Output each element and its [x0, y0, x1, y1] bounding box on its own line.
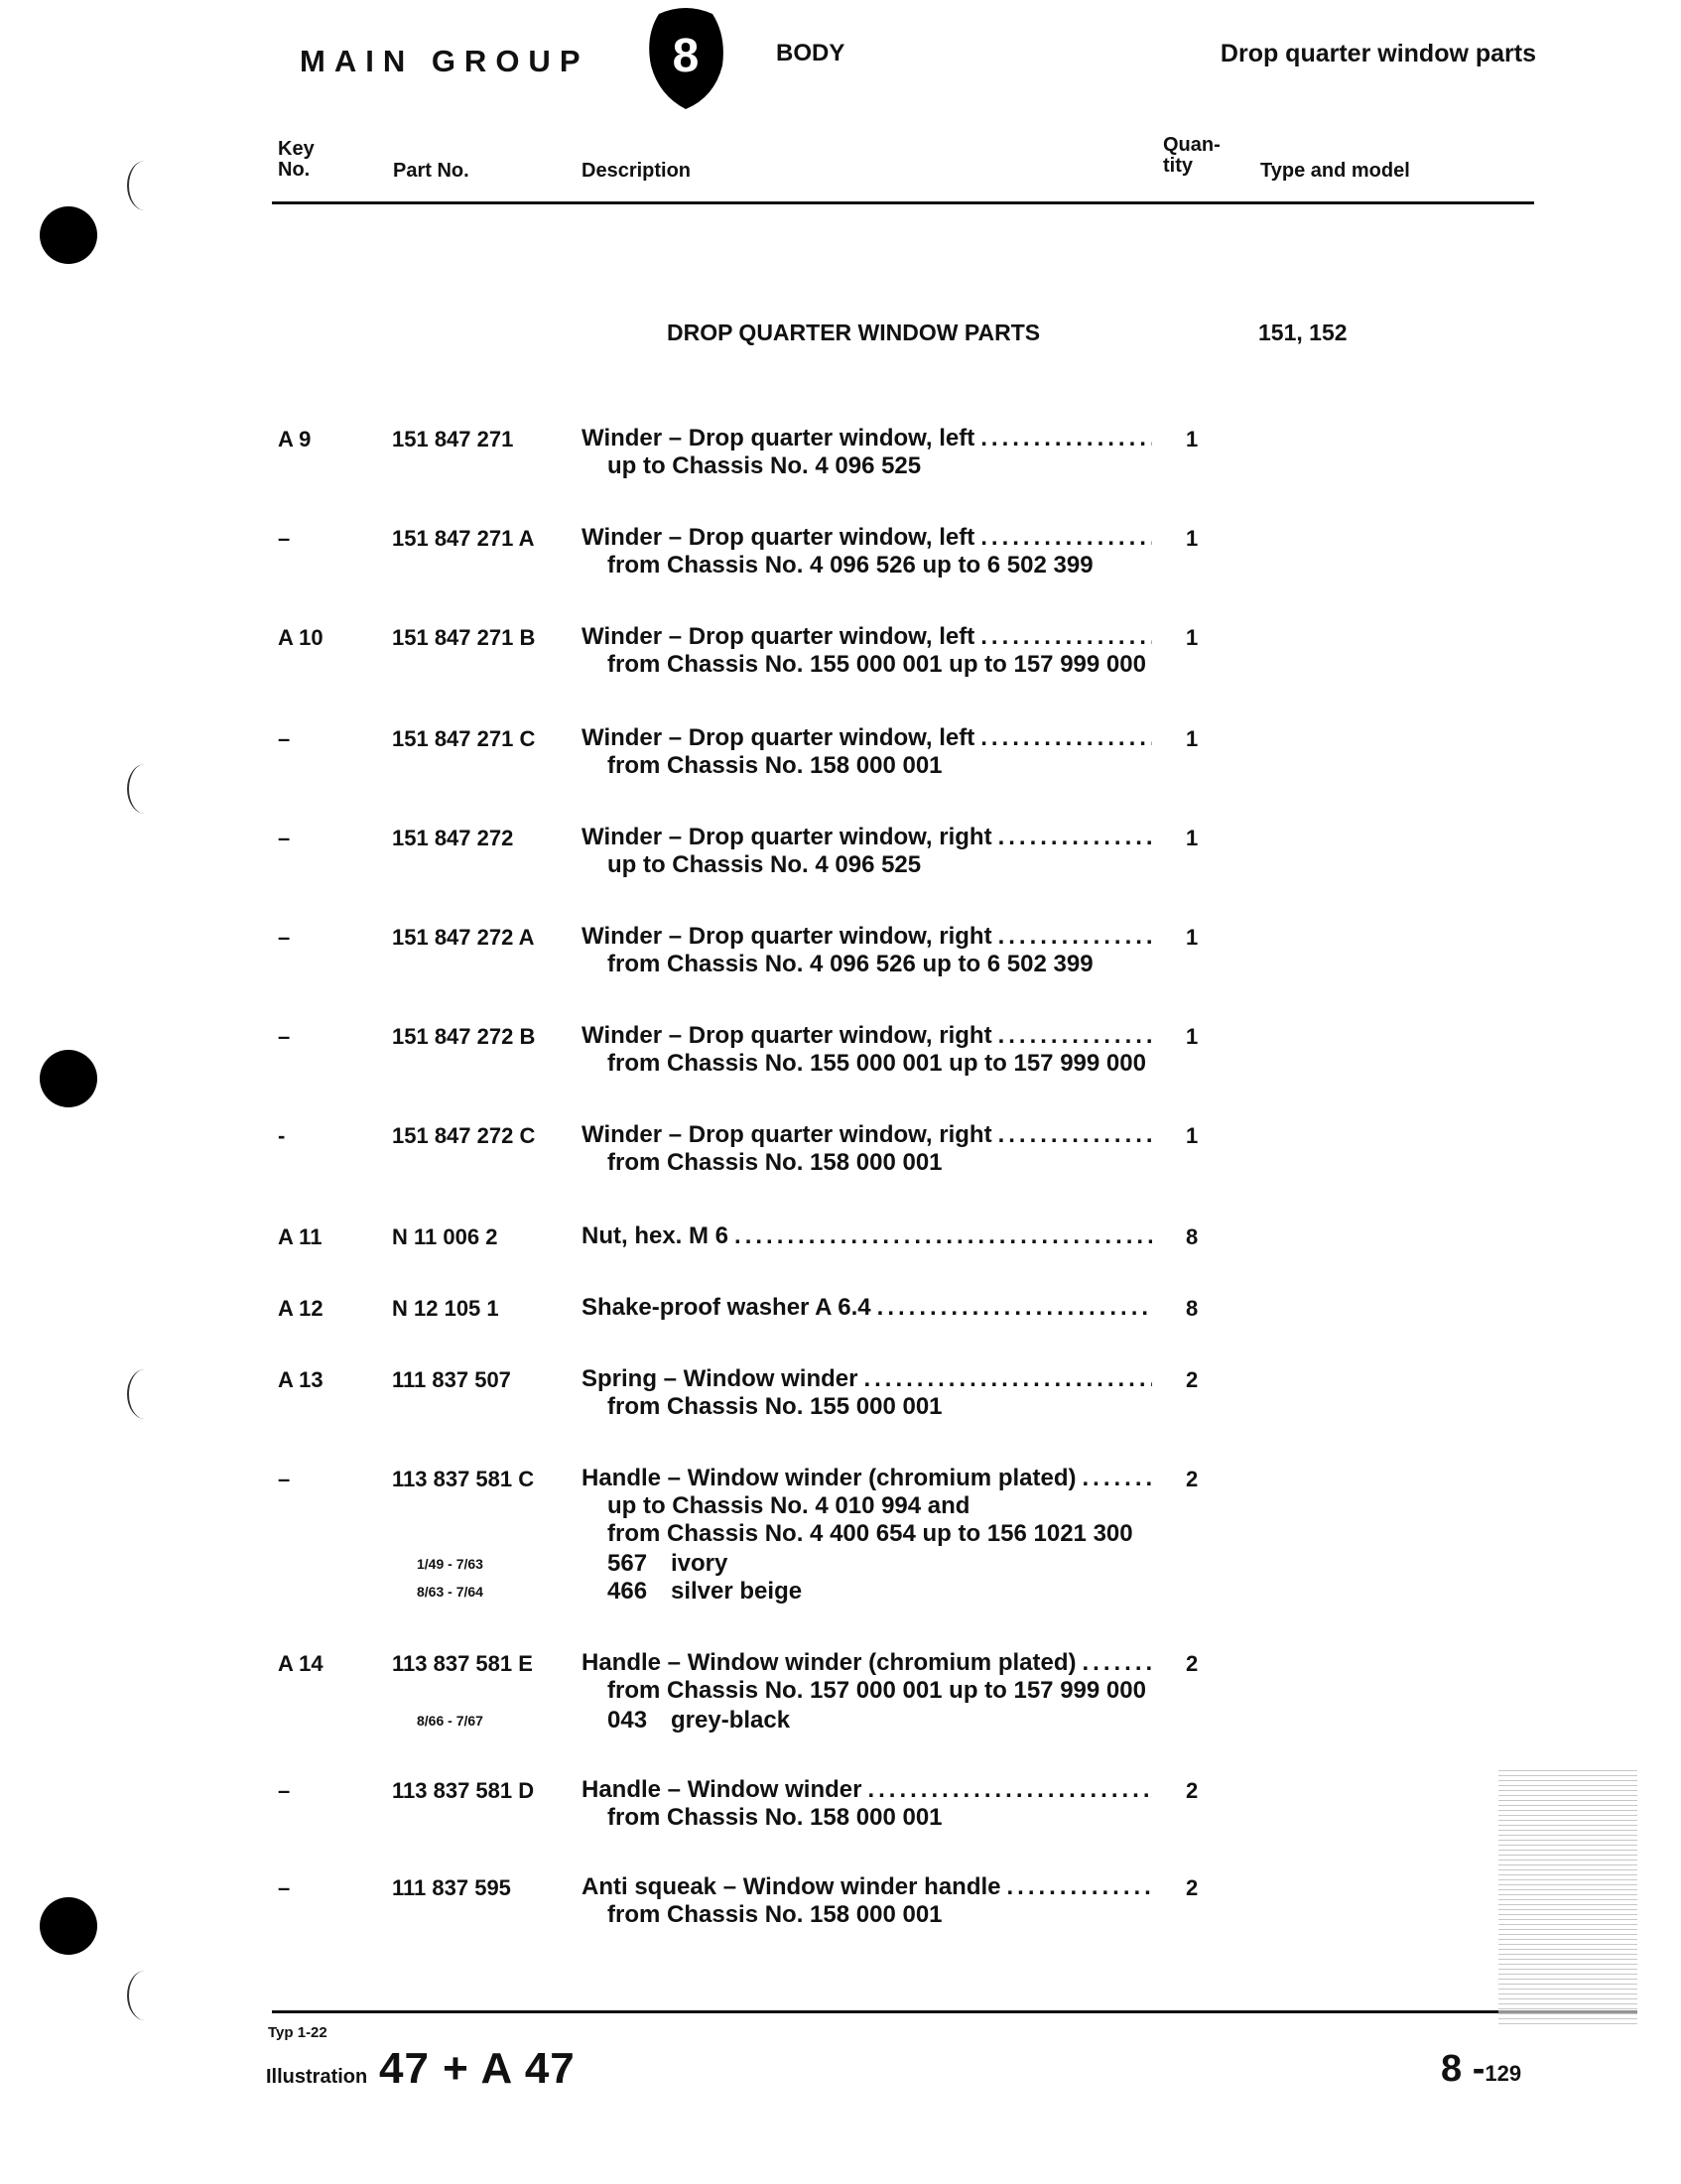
margin-mark — [127, 764, 163, 814]
leader-dots — [877, 1294, 1152, 1322]
part-number: 151 847 271 C — [392, 726, 536, 751]
quantity: 2 — [1186, 1778, 1199, 1803]
part-description — [582, 824, 1152, 879]
leader-dots — [980, 425, 1152, 452]
quantity: 2 — [1186, 1367, 1199, 1392]
key-number: - — [278, 1123, 286, 1148]
col-part-no: Part No. — [393, 160, 469, 182]
part-description — [582, 1465, 1152, 1548]
type-reference: Typ 1-22 — [268, 2024, 327, 2041]
page-subject: Drop quarter window parts — [1220, 40, 1536, 67]
footer-rule — [272, 2010, 1637, 2013]
part-description — [582, 623, 1152, 679]
color-period: 8/63 - 7/64 — [417, 1584, 483, 1600]
key-number: – — [278, 925, 291, 950]
col-quantity: Quan- tity — [1163, 134, 1221, 177]
margin-mark — [127, 161, 163, 210]
quantity: 1 — [1186, 925, 1199, 950]
leader-dots — [734, 1222, 1152, 1250]
description-line — [582, 425, 1152, 452]
description-text: Winder – Drop quarter window, left — [582, 524, 975, 551]
part-description — [582, 1365, 1152, 1421]
key-number: – — [278, 526, 291, 551]
color-period: 8/66 - 7/67 — [417, 1713, 483, 1729]
page-number — [1441, 2048, 1521, 2091]
quantity: 1 — [1186, 625, 1199, 650]
part-description — [582, 923, 1152, 978]
chassis-range: up to Chassis No. 4 010 994 and — [607, 1492, 970, 1519]
punch-hole — [40, 1050, 97, 1107]
section-models: 151, 152 — [1258, 320, 1348, 345]
chassis-range: up to Chassis No. 4 096 525 — [607, 452, 922, 479]
quantity: 1 — [1186, 1123, 1199, 1148]
color-name: silver beige — [671, 1578, 803, 1605]
description-line — [582, 1121, 1152, 1149]
chassis-range: up to Chassis No. 4 096 525 — [607, 851, 922, 878]
description-text: Spring – Window winder — [582, 1365, 858, 1392]
key-number: – — [278, 726, 291, 751]
scan-noise — [1498, 1766, 1637, 2024]
part-number: 113 837 581 E — [392, 1651, 533, 1676]
quantity: 2 — [1186, 1875, 1199, 1900]
key-number: A 9 — [278, 427, 312, 451]
illustration-reference: 47 + A 47 — [379, 2044, 576, 2093]
description-line — [582, 1294, 1152, 1322]
key-number: A 12 — [278, 1296, 323, 1321]
part-number: 151 847 271 — [392, 427, 514, 451]
part-description — [582, 425, 1152, 480]
header-rule — [272, 201, 1534, 204]
description-line — [582, 1022, 1152, 1050]
leader-dots — [998, 923, 1152, 951]
chassis-range: from Chassis No. 4 400 654 up to 156 1021 300 — [607, 1520, 1133, 1547]
punch-hole — [40, 206, 97, 264]
description-line — [582, 1365, 1152, 1393]
color-name: grey-black — [671, 1707, 791, 1734]
quantity: 1 — [1186, 726, 1199, 751]
part-description — [582, 1121, 1152, 1177]
description-text: Anti squeak – Window winder handle — [582, 1873, 1001, 1900]
part-number: 151 847 272 B — [392, 1024, 536, 1049]
part-number: 151 847 272 — [392, 826, 514, 850]
part-number: 113 837 581 D — [392, 1778, 535, 1803]
key-number: – — [278, 1024, 291, 1049]
part-number: 151 847 271 A — [392, 526, 535, 551]
leader-dots — [980, 524, 1152, 552]
part-description — [582, 1873, 1152, 1929]
section-title: DROP QUARTER WINDOW PARTS — [667, 320, 1041, 345]
page-number-main: 8 - — [1441, 2048, 1486, 2090]
description-line — [582, 1465, 1152, 1492]
quantity: 2 — [1186, 1467, 1199, 1491]
part-description — [582, 1294, 1152, 1322]
part-number: 151 847 272 A — [392, 925, 535, 950]
color-code: 043 — [607, 1707, 648, 1734]
col-key-no: Key No. — [278, 138, 315, 181]
chassis-range: from Chassis No. 4 096 526 up to 6 502 399 — [607, 552, 1094, 578]
key-number: A 11 — [278, 1224, 323, 1249]
key-number: A 10 — [278, 625, 323, 650]
leader-dots — [998, 1121, 1152, 1149]
leader-dots — [980, 724, 1152, 752]
part-description — [582, 1776, 1152, 1832]
description-text: Winder – Drop quarter window, left — [582, 425, 975, 451]
part-description — [582, 1022, 1152, 1078]
description-line — [582, 1873, 1152, 1901]
description-text: Winder – Drop quarter window, left — [582, 623, 975, 650]
description-line — [582, 923, 1152, 951]
quantity: 1 — [1186, 826, 1199, 850]
group-badge — [645, 6, 726, 109]
part-number: 111 837 507 — [392, 1367, 511, 1392]
part-description — [582, 1222, 1152, 1250]
description-text: Handle – Window winder (chromium plated) — [582, 1649, 1077, 1676]
description-text: Shake-proof washer A 6.4 — [582, 1294, 871, 1321]
part-number: N 12 105 1 — [392, 1296, 499, 1321]
part-description — [582, 724, 1152, 780]
part-description — [582, 524, 1152, 579]
part-number: N 11 006 2 — [392, 1224, 498, 1249]
part-number: 113 837 581 C — [392, 1467, 535, 1491]
leader-dots — [998, 824, 1152, 851]
chassis-range: from Chassis No. 158 000 001 — [607, 1804, 943, 1831]
description-line — [582, 524, 1152, 552]
key-number: – — [278, 1875, 291, 1900]
color-code: 567 — [607, 1550, 648, 1577]
margin-mark — [127, 1971, 163, 2020]
chassis-range: from Chassis No. 4 096 526 up to 6 502 399 — [607, 951, 1094, 977]
quantity: 2 — [1186, 1651, 1199, 1676]
description-line — [582, 1649, 1152, 1677]
leader-dots — [998, 1022, 1152, 1050]
part-description — [582, 1649, 1152, 1705]
chassis-range: from Chassis No. 155 000 001 up to 157 999 000 — [607, 651, 1146, 678]
col-description: Description — [582, 160, 692, 182]
chassis-range: from Chassis No. 158 000 001 — [607, 752, 943, 779]
key-number: A 14 — [278, 1651, 323, 1676]
group-number: 8 — [672, 30, 700, 82]
key-number: A 13 — [278, 1367, 323, 1392]
quantity: 1 — [1186, 526, 1199, 551]
leader-dots — [980, 623, 1152, 651]
chassis-range: from Chassis No. 155 000 001 — [607, 1393, 943, 1420]
leader-dots — [863, 1365, 1152, 1393]
part-number: 151 847 272 C — [392, 1123, 536, 1148]
description-line — [582, 724, 1152, 752]
chassis-range: from Chassis No. 158 000 001 — [607, 1901, 943, 1928]
leader-dots — [867, 1776, 1152, 1804]
description-line — [582, 824, 1152, 851]
description-line — [582, 623, 1152, 651]
page-number-sub: 129 — [1485, 2061, 1522, 2086]
key-number: – — [278, 826, 291, 850]
description-text: Winder – Drop quarter window, right — [582, 824, 992, 850]
chassis-range: from Chassis No. 155 000 001 up to 157 999 000 — [607, 1050, 1146, 1077]
leader-dots — [1007, 1873, 1153, 1901]
key-number: – — [278, 1778, 291, 1803]
main-group-label: MAIN GROUP — [300, 44, 589, 78]
leader-dots — [1082, 1465, 1152, 1492]
leader-dots — [1082, 1649, 1152, 1677]
punch-hole — [40, 1897, 97, 1955]
description-text: Winder – Drop quarter window, right — [582, 923, 992, 950]
description-text: Nut, hex. M 6 — [582, 1222, 729, 1249]
quantity: 8 — [1186, 1224, 1199, 1249]
description-text: Winder – Drop quarter window, right — [582, 1022, 992, 1049]
description-text: Handle – Window winder (chromium plated) — [582, 1465, 1077, 1491]
description-text: Winder – Drop quarter window, left — [582, 724, 975, 751]
margin-mark — [127, 1369, 163, 1419]
color-period: 1/49 - 7/63 — [417, 1556, 483, 1572]
quantity: 8 — [1186, 1296, 1199, 1321]
description-line — [582, 1776, 1152, 1804]
description-text: Winder – Drop quarter window, right — [582, 1121, 992, 1148]
part-number: 151 847 271 B — [392, 625, 536, 650]
color-name: ivory — [671, 1550, 728, 1577]
description-text: Handle – Window winder — [582, 1776, 862, 1803]
part-number: 111 837 595 — [392, 1875, 511, 1900]
color-code: 466 — [607, 1578, 648, 1605]
chassis-range: from Chassis No. 157 000 001 up to 157 999 000 — [607, 1677, 1146, 1704]
chassis-range: from Chassis No. 158 000 001 — [607, 1149, 943, 1176]
col-type-model: Type and model — [1260, 160, 1410, 182]
key-number: – — [278, 1467, 291, 1491]
quantity: 1 — [1186, 1024, 1199, 1049]
section-name: BODY — [776, 40, 845, 66]
description-line — [582, 1222, 1152, 1250]
illustration-label: Illustration — [266, 2066, 368, 2088]
quantity: 1 — [1186, 427, 1199, 451]
